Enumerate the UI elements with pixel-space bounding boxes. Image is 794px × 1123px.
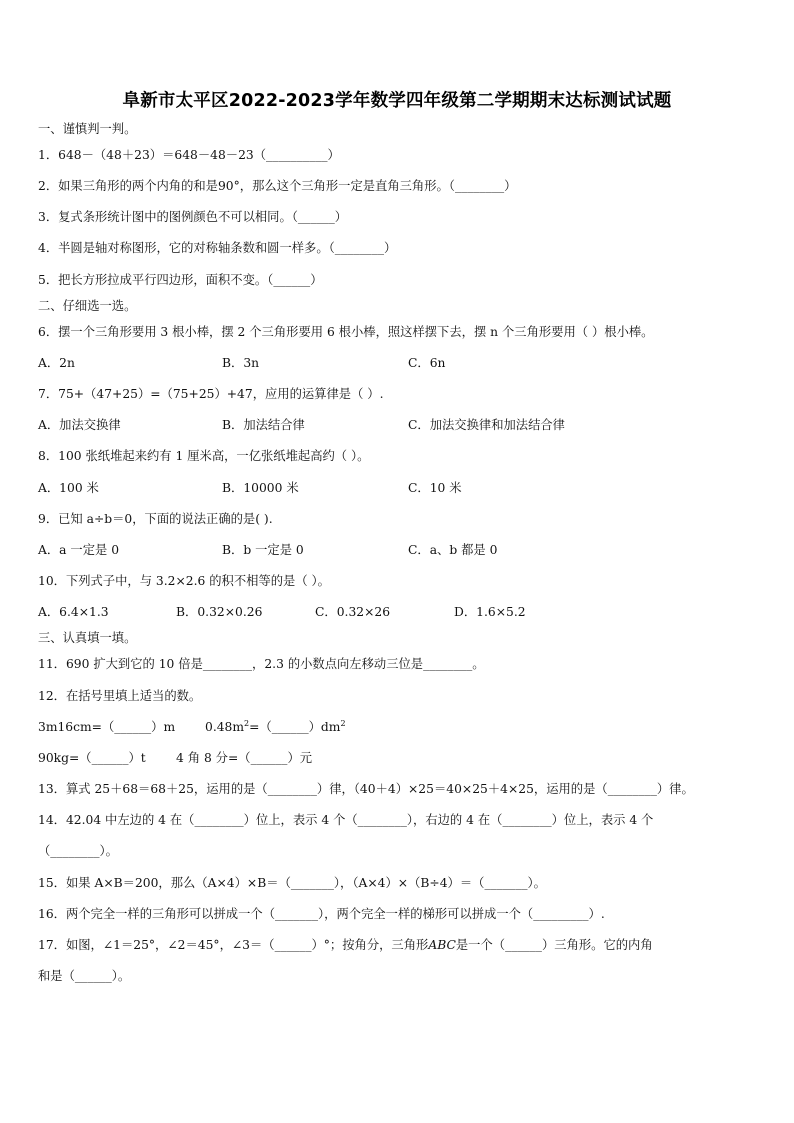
question-4: 4．半圆是轴对称图形，它的对称轴条数和圆一样多。（________） <box>38 241 397 255</box>
question-12-money: 4 角 8 分=（______）元 <box>176 751 313 765</box>
question-9-option-b: B．b 一定是 0 <box>222 543 304 557</box>
question-12-area-blank: =（______）dm <box>249 720 341 734</box>
question-17-part-2: 是一个（______）三角形。它的内角 <box>455 938 653 952</box>
question-7-option-a: A．加法交换律 <box>38 418 121 432</box>
question-12: 12．在括号里填上适当的数。 <box>38 689 202 703</box>
question-9-option-a: A．a 一定是 0 <box>38 543 120 557</box>
question-6-option-a: A．2n <box>38 356 75 370</box>
question-9: 9．已知 a÷b＝0，下面的说法正确的是( ). <box>38 512 273 526</box>
question-10-option-b: B．0.32×0.26 <box>176 605 263 619</box>
question-10-option-a: A．6.4×1.3 <box>38 605 109 619</box>
question-8-option-c: C．10 米 <box>408 481 462 495</box>
question-12-length: 3m16cm=（______）m <box>38 720 176 734</box>
question-17 <box>38 937 653 953</box>
question-1: 1．648－（48＋23）＝648－48－23（__________） <box>38 148 340 162</box>
question-12-area <box>205 719 346 735</box>
question-7: 7．75+（47+25）=（75+25）+47，应用的运算律是（ ）. <box>38 387 384 401</box>
question-17-continued: 和是（______）。 <box>38 969 131 983</box>
question-15: 15．如果 A×B＝200，那么（A×4）×B＝（_______），（A×4）×（B÷4）＝（_______）。 <box>38 876 546 890</box>
question-12-mass: 90kg=（______）t <box>38 751 146 765</box>
question-12-area-unit-exponent: 2 <box>340 718 346 728</box>
question-6: 6．摆一个三角形要用 3 根小棒，摆 2 个三角形要用 6 根小棒，照这样摆下去，摆 n 个三角形要用（ ）根小棒。 <box>38 325 654 339</box>
question-10-option-c: C．0.32×26 <box>315 605 391 619</box>
question-5: 5．把长方形拉成平行四边形，面积不变。（______） <box>38 273 323 287</box>
question-12-area-exponent: 2 <box>244 718 250 728</box>
question-7-option-c: C．加法交换律和加法结合律 <box>408 418 565 432</box>
question-6-option-b: B．3n <box>222 356 260 370</box>
question-13: 13．算式 25＋68＝68＋25，运用的是（________）律，（40＋4）×25＝40×25＋4×25，运用的是（________）律。 <box>38 782 694 796</box>
question-14-continued: （________）。 <box>38 844 118 858</box>
question-8: 8．100 张纸堆起来约有 1 厘米高，一亿张纸堆起高约（ ）。 <box>38 449 370 463</box>
section-heading-judge: 一、谨慎判一判。 <box>38 122 137 136</box>
page-title: 阜新市太平区2022-2023学年数学四年级第二学期期末达标测试试题 <box>122 91 672 111</box>
question-17-part-1: 17．如图，∠1＝25°，∠2＝45°，∠3＝（______）°；按角分，三角形 <box>38 938 429 952</box>
question-10: 10．下列式子中，与 3.2×2.6 的积不相等的是（ ）。 <box>38 574 330 588</box>
question-3: 3．复式条形统计图中的图例颜色不可以相同。（______） <box>38 210 348 224</box>
question-11: 11．690 扩大到它的 10 倍是________，2.3 的小数点向左移动三位是________。 <box>38 657 485 671</box>
question-14: 14．42.04 中左边的 4 在（________）位上，表示 4 个（________），右边的 4 在（________）位上，表示 4 个 <box>38 813 654 827</box>
question-10-option-d: D．1.6×5.2 <box>454 605 526 619</box>
question-9-option-c: C．a、b 都是 0 <box>408 543 498 557</box>
question-12-area-value: 0.48m <box>205 720 245 734</box>
question-7-option-b: B．加法结合律 <box>222 418 305 432</box>
question-6-option-c: C．6n <box>408 356 446 370</box>
question-8-option-b: B．10000 米 <box>222 481 299 495</box>
question-16: 16．两个完全一样的三角形可以拼成一个（_______），两个完全一样的梯形可以拼成一个（_________）. <box>38 907 605 921</box>
triangle-abc-label: ABC <box>428 938 456 952</box>
section-heading-fill: 三、认真填一填。 <box>38 631 137 645</box>
question-2: 2．如果三角形的两个内角的和是90°，那么这个三角形一定是直角三角形。（________） <box>38 179 517 193</box>
section-heading-choose: 二、仔细选一选。 <box>38 299 137 313</box>
question-8-option-a: A．100 米 <box>38 481 99 495</box>
